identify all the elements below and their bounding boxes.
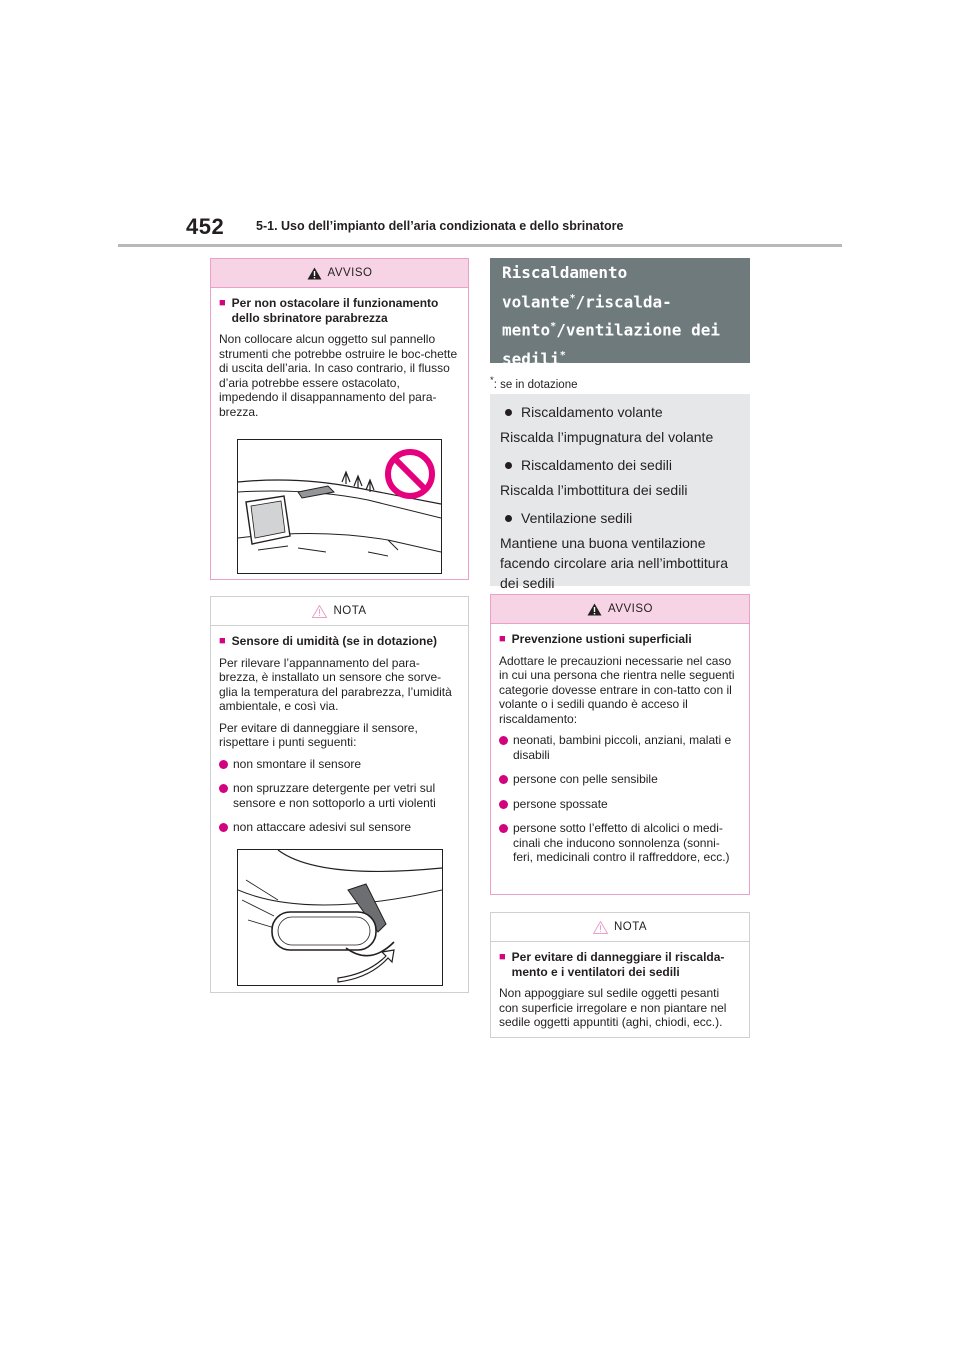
note-header <box>211 597 468 626</box>
warning-box-burns <box>490 594 750 895</box>
warning-label: AVVISO <box>327 267 373 279</box>
warning-triangle-icon <box>593 921 608 934</box>
list-item: persone con pelle sensibile <box>499 772 739 787</box>
note-header <box>491 913 749 942</box>
list-item: non smontare il sensore <box>219 757 458 772</box>
warning-triangle-icon <box>312 605 327 618</box>
feature-item-description: Riscalda l’imbottitura dei sedili <box>500 482 688 498</box>
square-bullet-icon: ■ <box>219 635 226 647</box>
note-section-title: Sensore di umidità (se in dotazione) <box>231 634 438 648</box>
list-item: non spruzzare detergente per vetri sul sensore e non sottoporlo a urti violenti <box>219 781 458 810</box>
note-section-title: Per evitare di danneggiare il riscalda-mento e i ventilatori dei sedili <box>511 950 725 979</box>
feature-item-title: Ventilazione sedili <box>505 508 740 528</box>
warning-section-title: Per non ostacolare il funzionamento dello sbrinatore parabrezza <box>231 296 439 325</box>
warning-box-defroster <box>210 258 469 580</box>
list-item: neonati, bambini piccoli, anziani, malati e disabili <box>499 733 739 762</box>
warning-header <box>211 259 468 288</box>
section-header: 5-1. Uso dell’impianto dell’aria condizionata e dello sbrinatore <box>256 219 624 233</box>
warning-section-title: Prevenzione ustioni superficiali <box>511 632 692 646</box>
square-bullet-icon: ■ <box>499 951 506 963</box>
list-item: persone sotto l’effetto di alcolici o medi-cinali che inducono sonnolenza (sonni-feri, medicinali contro il raffreddore, ecc.) <box>499 821 739 865</box>
warning-triangle-icon <box>587 603 602 616</box>
feature-item-title: Riscaldamento dei sedili <box>505 455 740 475</box>
note-paragraph: Per rilevare l’appannamento del para-brezza, è installato un sensore che sorve-glia la temperatura del parabrezza, l’umidità ambientale, e così via. <box>219 655 452 713</box>
sensor-illustration <box>237 849 443 986</box>
note-label: NOTA <box>613 921 648 933</box>
header-divider <box>118 244 842 247</box>
warning-text: Non collocare alcun oggetto sul pannello strumenti che potrebbe ostruire le boc-chette di uscita dell’aria. In caso contrario, il flusso d’aria potrebbe essere ostacolato, impedendo il disappannamento del para-brezza. <box>219 332 458 419</box>
curved-arrow-icon <box>338 950 394 982</box>
note-box-humidity-sensor <box>210 596 469 993</box>
list-item: persone spossate <box>499 797 739 812</box>
note-box-seat-heater <box>490 912 750 1038</box>
feature-item-title: Riscaldamento volante <box>505 402 740 422</box>
note-paragraph: Non appoggiare sul sedile oggetti pesanti con superficie irregolare e non piantare nel sedile oggetti appuntiti (aghi, chiodi, ecc.). <box>499 986 727 1029</box>
list-item: non attaccare adesivi sul sensore <box>219 820 458 835</box>
note-label: NOTA <box>333 605 367 617</box>
feature-section-title: Riscaldamento volante*/riscalda- mento*/ventilazione dei sedili* <box>490 258 750 363</box>
feature-list <box>490 394 750 591</box>
square-bullet-icon: ■ <box>499 633 506 645</box>
page-number: 452 <box>186 214 225 239</box>
warning-text: Adottare le precauzioni necessarie nel caso in cui una persona che rientra nelle seguenti categorie dovesse entrare in con-tatto con il volante o i sedili quando è acceso il riscaldamento: <box>499 653 735 726</box>
footnote: *: se in dotazione <box>490 375 578 391</box>
feature-item-description: Mantiene una buona ventilazione facendo circolare aria nell’imbottitura dei sedili <box>500 535 728 591</box>
warning-triangle-icon <box>307 267 322 280</box>
warning-header <box>491 595 749 624</box>
warning-label: AVVISO <box>608 603 653 615</box>
dashboard-illustration <box>237 439 442 574</box>
note-paragraph: Per evitare di danneggiare il sensore, rispettare i punti seguenti: <box>219 720 418 749</box>
feature-item-description: Riscalda l’impugnatura del volante <box>500 429 714 445</box>
square-bullet-icon: ■ <box>219 297 226 309</box>
